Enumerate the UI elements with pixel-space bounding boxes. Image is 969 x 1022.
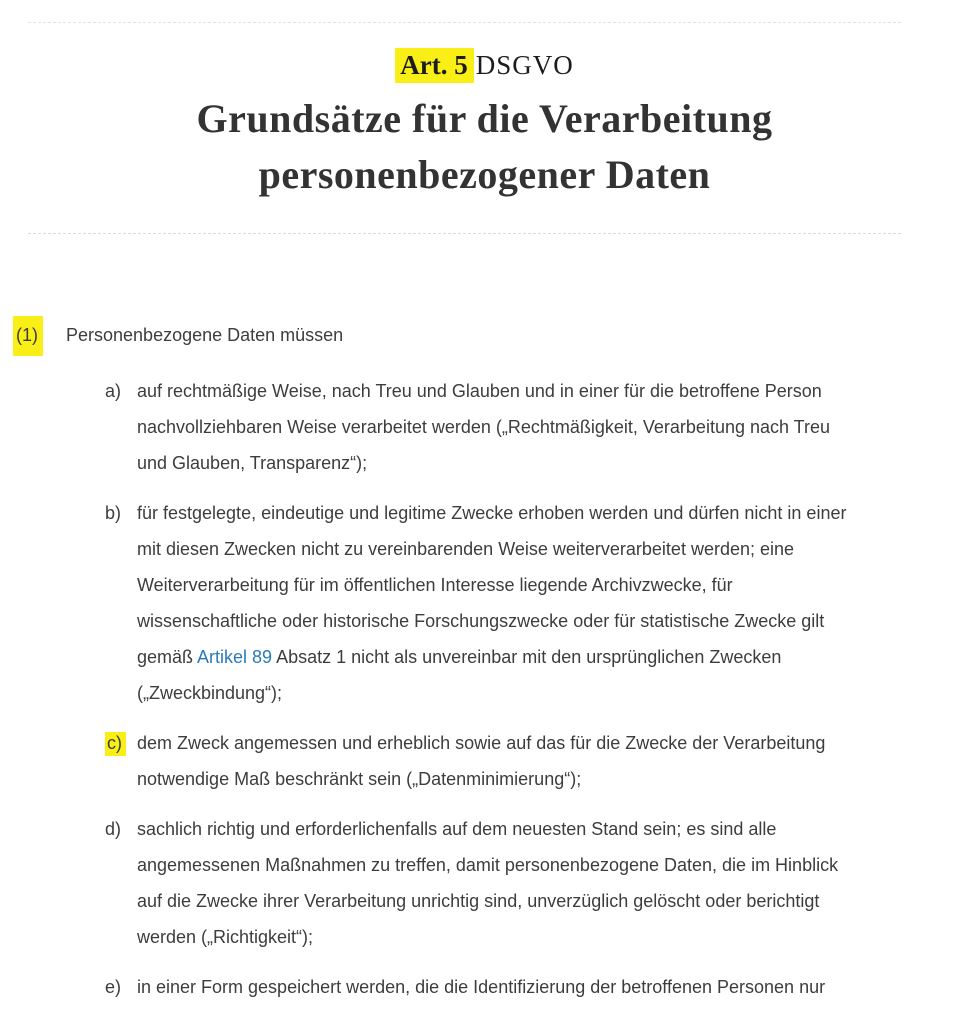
page-title-line2: personenbezogener Daten	[258, 152, 711, 197]
clause-list	[0, 373, 855, 1005]
clause-a-text: auf rechtmäßige Weise, nach Treu und Glauben und in einer für die betroffene Person nachvollziehbaren Weise verarbeitet werden („Rechtmäßigkeit, Verarbeitung nach Treu und Glauben, Transparenz“);	[137, 381, 831, 473]
article-eyebrow	[0, 47, 969, 83]
clause-a	[105, 373, 855, 481]
clause-b-text-before-link: für festgelegte, eindeutige und legitime Zwecke erhoben werden und dürfen nicht in einer mit diesen Zwecken nicht zu vereinbarenden Weise weiterverarbeitet werden; eine Weiterverarbeitung für im öffentlichen Interesse liegende Archivzwecke, für wissenschaftliche oder historische Forschungszwecke oder für statistische Zwecke gilt gemäß	[137, 503, 847, 667]
page-title	[0, 91, 969, 203]
clause-b-text	[137, 495, 855, 711]
clause-d-letter: d)	[105, 819, 122, 839]
paragraph-intro-text: Personenbezogene Daten müssen	[66, 325, 344, 345]
top-divider	[28, 22, 901, 23]
datenminimierung-highlighted: („Datenminimierung“)	[406, 769, 577, 789]
artikel-89-link[interactable]: Artikel 89	[197, 647, 273, 667]
title-divider	[28, 233, 901, 234]
clause-b	[105, 495, 855, 711]
page-title-line1: Grundsätze für die Verarbeitung	[196, 96, 773, 141]
clause-d	[105, 811, 855, 955]
clause-b-letter: b)	[105, 503, 122, 523]
clause-d-text: sachlich richtig und erforderlichenfalls auf dem neuesten Stand sein; es sind alle angemessenen Maßnahmen zu treffen, damit personenbezogene Daten, die im Hinblick auf die Zwecke ihrer Verarbeitung unrichtig sind, unverzüglich gelöscht oder berichtigt werden („Richtigkeit“);	[137, 819, 839, 947]
clause-c-letter-highlighted: c)	[105, 732, 126, 756]
law-abbreviation: DSGVO	[475, 50, 574, 80]
clause-a-letter: a)	[105, 381, 122, 401]
clause-e-letter: e)	[105, 977, 122, 997]
clause-c	[105, 725, 855, 797]
clause-c-text-before-highlight: dem Zweck angemessen und erheblich sowie auf das für die Zwecke der Verarbeitung notwendige Maß beschränkt sein	[137, 733, 826, 789]
article-number-highlighted: Art. 5	[395, 48, 473, 83]
clause-e-text: in einer Form gespeichert werden, die die Identifizierung der betroffenen Personen nur	[137, 977, 826, 997]
clause-b-text-after-link: Absatz 1 nicht als unvereinbar mit den ursprünglichen Zwecken („Zweckbindung“);	[137, 647, 782, 703]
paragraph-1-intro	[0, 316, 969, 356]
clause-c-text-after-highlight: ;	[576, 769, 582, 789]
clause-c-text	[137, 725, 855, 797]
paragraph-number-highlighted: (1)	[13, 316, 43, 356]
